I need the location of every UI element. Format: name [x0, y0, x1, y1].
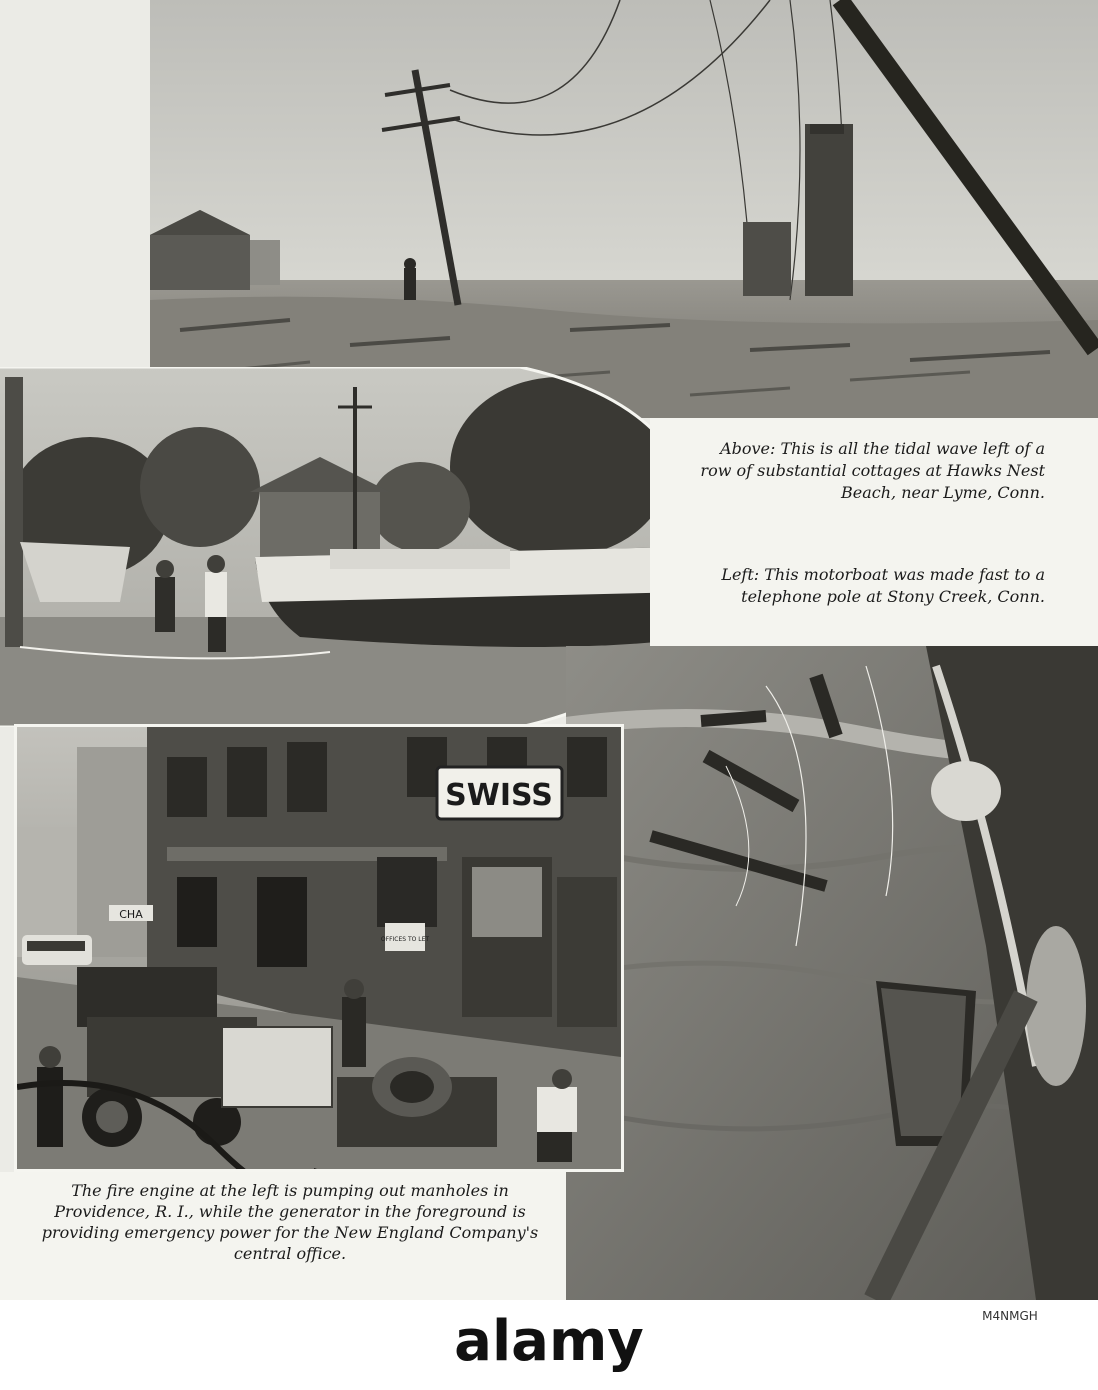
caption-above: Above: This is all the tidal wave left of a row of substantial cottages at Hawks Nest Beach, near Lyme, Conn.: [700, 439, 1045, 502]
watermark-logo-text: alamy: [454, 1309, 644, 1374]
beach-devastation-photo: [150, 0, 1098, 418]
street-scene-illustration: [17, 727, 621, 1169]
offices-sign-text: OFFICES TO LET: [380, 936, 430, 943]
street-scene-photo: [14, 724, 624, 1172]
flood-water-illustration: [566, 646, 1098, 1300]
shop-sign-text: CHA: [119, 908, 143, 921]
beach-devastation-illustration: [150, 0, 1098, 418]
caption-left: Left: This motorboat was made fast to a telephone pole at Stony Creek, Conn.: [721, 565, 1045, 606]
watermark-graphic: [0, 1300, 1098, 1390]
swiss-sign-text: SWISS: [445, 778, 553, 813]
watermark-bar: [0, 1300, 1098, 1390]
watermark-image-id: M4NMGH: [982, 1309, 1038, 1323]
watermark: [0, 1300, 1098, 1390]
flood-water-photo: [566, 646, 1098, 1300]
caption-fire-engine: The fire engine at the left is pumping out manholes in Providence, R. I., while the generator in the foreground is providing emergency power for the New England Company's central office.: [41, 1181, 539, 1263]
